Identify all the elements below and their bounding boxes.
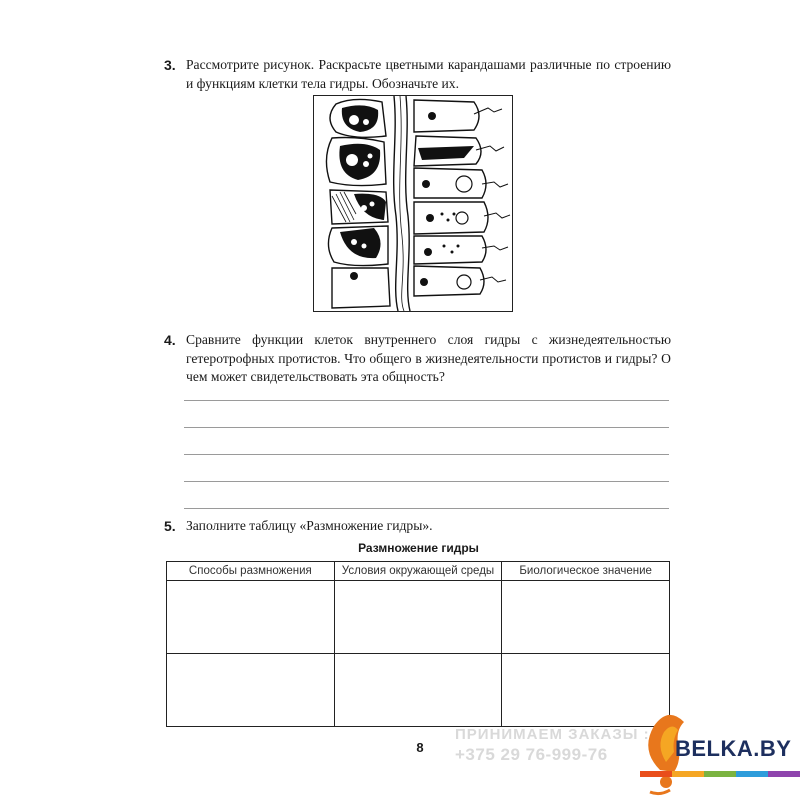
hydra-cells-drawing (314, 96, 512, 311)
column-header: Условия окружающей среды (334, 562, 502, 581)
task-5-number: 5. (164, 518, 176, 534)
task-4-text: Сравните функции клеток внутреннего слоя гидры с жизнедеятельностью гетеротрофных протистов. Что общего в жизнедеятельности протистов и гидры? О чем может свидетельствовать эта общность? (186, 332, 671, 384)
answer-line[interactable] (184, 481, 669, 482)
table-row (167, 581, 670, 654)
task-3-number: 3. (164, 57, 176, 73)
task-3 (166, 56, 671, 93)
answer-line[interactable] (184, 427, 669, 428)
table-cell[interactable] (502, 581, 670, 654)
column-header: Биологическое значение (502, 562, 670, 581)
task-4 (166, 331, 671, 387)
table-title: Размножение гидры (358, 541, 479, 555)
reproduction-table (166, 561, 670, 727)
table-cell[interactable] (334, 654, 502, 727)
task-3-text: Рассмотрите рисунок. Раскрасьте цветными карандашами различные по строению и функциям клетки тела гидры. Обозначьте их. (186, 57, 671, 91)
task-4-number: 4. (164, 332, 176, 348)
logo-text: BELKA.BY (675, 736, 792, 761)
watermark-line-2: +375 29 76-999-76 (455, 745, 608, 764)
task-5-text: Заполните таблицу «Размножение гидры». (186, 518, 433, 533)
watermark-line-1: ПРИНИМАЕМ ЗАКАЗЫ : (455, 726, 650, 743)
table-cell[interactable] (167, 654, 335, 727)
logo-stripe (640, 771, 800, 777)
page-number: 8 (416, 740, 424, 755)
answer-line[interactable] (184, 400, 669, 401)
column-header: Способы размножения (167, 562, 335, 581)
answer-line[interactable] (184, 508, 669, 509)
table-row (167, 654, 670, 727)
answer-line[interactable] (184, 454, 669, 455)
hydra-cells-figure (313, 95, 513, 312)
task-5 (166, 517, 671, 536)
watermark (455, 726, 650, 765)
table-header-row (167, 562, 670, 581)
table-cell[interactable] (167, 581, 335, 654)
table-cell[interactable] (334, 581, 502, 654)
